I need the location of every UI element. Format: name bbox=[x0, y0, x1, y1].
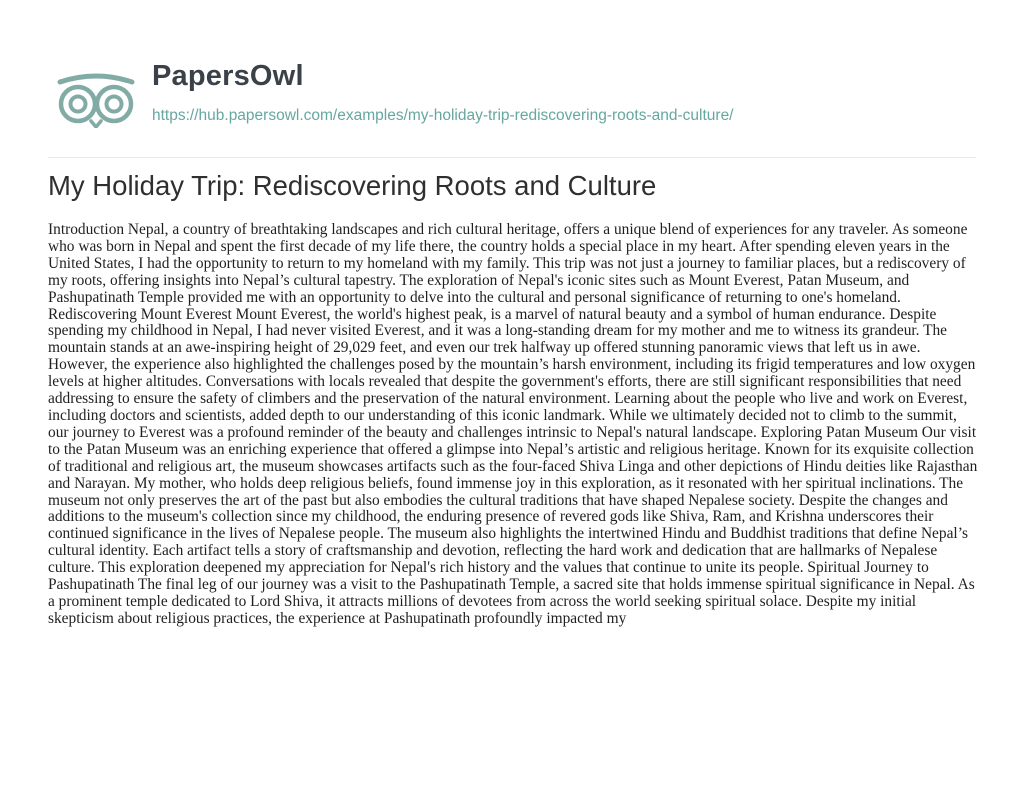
brand-name: PapersOwl bbox=[152, 60, 304, 92]
page-header bbox=[0, 0, 1024, 158]
owl-eyes-icon bbox=[54, 72, 138, 128]
essay-title: My Holiday Trip: Rediscovering Roots and Culture bbox=[48, 170, 657, 201]
essay-body: Introduction Nepal, a country of breathtaking landscapes and rich cultural heritage, offers a unique blend of experiences for any traveler. As someone who was born in Nepal and spent the first decade of my life there, the country holds a special place in my heart. After spending eleven years in the United States, I had the opportunity to return to my homeland with my family. This trip was not just a journey to familiar places, but a rediscovery of my roots, offering insights into Nepal’s cultural tapestry. The exploration of Nepal's iconic sites such as Mount Everest, Patan Museum, and Pashupatinath Temple provided me with an opportunity to delve into the cultural and personal significance of returning to one's homeland. Rediscovering Mount Everest Mount Everest, the world's highest peak, is a marvel of natural beauty and a symbol of human endurance. Despite spending my childhood in Nepal, I had never visited Everest, and it was a long-standing dream for my mother and me to witness its grandeur. The mountain stands at an awe-inspiring height of 29,029 feet, and even our trek halfway up offered stunning panoramic views that left us in awe. However, the experience also highlighted the challenges posed by the mountain’s harsh environment, including its frigid temperatures and low oxygen levels at higher altitudes. Conversations with locals revealed that despite the government's efforts, there are still significant responsibilities that need addressing to ensure the safety of climbers and the preservation of the natural environment. Learning about the people who live and work on Everest, including doctors and scientists, added depth to our understanding of this iconic landmark. While we ultimately decided not to climb to the summit, our journey to Everest was a profound reminder of the beauty and challenges intrinsic to Nepal's natural landscape. Exploring Patan Museum Our visit to the Patan Museum was an enriching experience that offered a glimpse into Nepal’s artistic and religious heritage. Known for its exquisite collection of traditional and religious art, the museum showcases artifacts such as the four-faced Shiva Linga and other depictions of Hindu deities like Rajasthan and Narayan. My mother, who holds deep religious beliefs, found immense joy in this exploration, as it resonated with her spiritual inclinations. The museum not only preserves the art of the past but also embodies the cultural traditions that have shaped Nepalese society. Despite the changes and additions to the museum's collection since my childhood, the enduring presence of revered gods like Shiva, Ram, and Krishna underscores their continued significance in the lives of Nepalese people. The museum also highlights the intertwined Hindu and Buddhist traditions that define Nepal’s cultural identity. Each artifact tells a story of craftsmanship and devotion, reflecting the hard work and dedication that are hallmarks of Nepalese culture. This exploration deepened my appreciation for Nepal's rich history and the values that continue to unite its people. Spiritual Journey to Pashupatinath The final leg of our journey was a visit to the Pashupatinath Temple, a sacred site that holds immense spiritual significance in Nepal. As a prominent temple dedicated to Lord Shiva, it attracts millions of devotees from across the world seeking spiritual solace. Despite my initial skepticism about religious practices, the experience at Pashupatinath profoundly impacted my bbox=[48, 221, 978, 627]
header-divider bbox=[48, 157, 976, 158]
source-url-link[interactable]: https://hub.papersowl.com/examples/my-holiday-trip-rediscovering-roots-and-culture/ bbox=[152, 107, 734, 124]
